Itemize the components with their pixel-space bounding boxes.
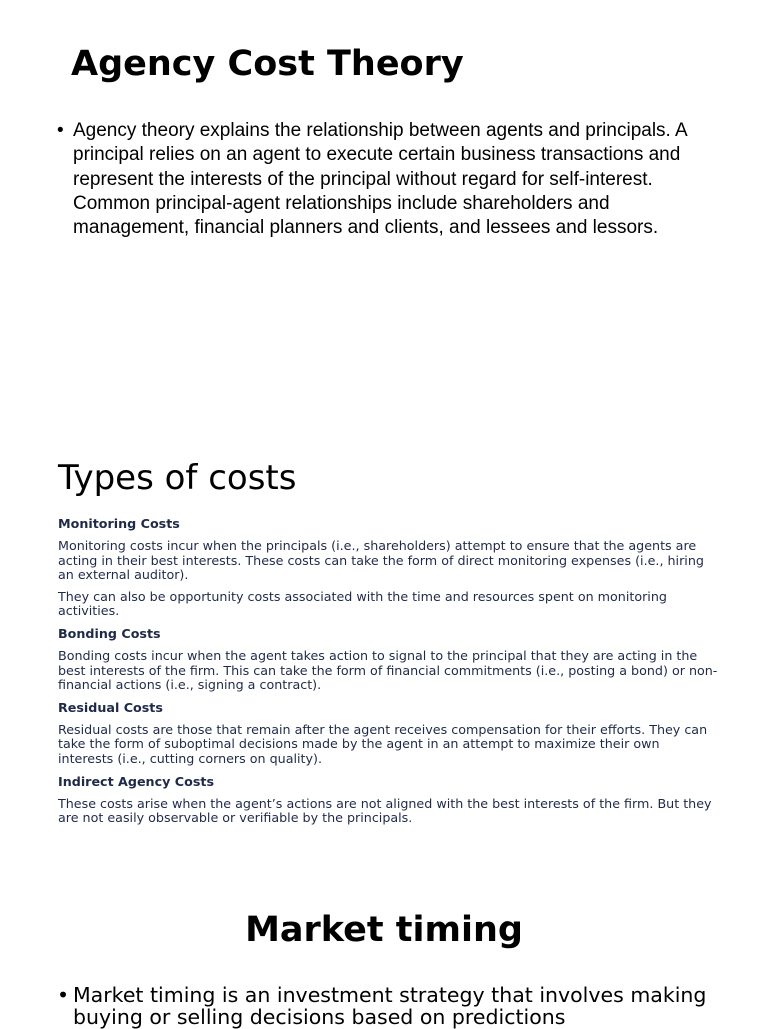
slide-title-types-of-costs: Types of costs	[58, 458, 297, 498]
slide-title-market-timing: Market timing	[245, 910, 523, 950]
bullet-text: Market timing is an investment strategy that involves making buying or selling decisions based on predictions	[73, 983, 707, 1029]
residual-costs-heading: Residual Costs	[58, 699, 163, 715]
bullet-icon: •	[57, 120, 64, 141]
bullet-text: Agency theory explains the relationship between agents and principals. A principal relies on an agent to execute certain business transactions and represent the interests of the principal without regard for self-interest. Common principal-agent relationships include shareholders and management, financial planners and clients, and lessees and lessors.	[73, 120, 687, 239]
slide-title-agency-cost-theory: Agency Cost Theory	[71, 44, 464, 84]
bullet-item-market-timing	[57, 984, 757, 1028]
cost-types-list	[58, 516, 718, 833]
monitoring-costs-paragraph: Monitoring costs incur when the principals (i.e., shareholders) attempt to ensure that the agents are acting in their best interests. These costs can take the form of direct monitoring expenses (i.e., hiring an external auditor).	[58, 538, 704, 583]
indirect-agency-costs-paragraph: These costs arise when the agent’s actions are not aligned with the best interests of the firm. But they are not easily observable or verifiable by the principals.	[58, 795, 712, 826]
indirect-agency-costs-heading: Indirect Agency Costs	[58, 773, 214, 789]
monitoring-costs-paragraph-2: They can also be opportunity costs associated with the time and resources spent on monitoring activities.	[58, 588, 667, 619]
bullet-item-agency-theory	[57, 119, 717, 240]
bonding-costs-paragraph: Bonding costs incur when the agent takes action to signal to the principal that they are acting in the best interests of the firm. This can take the form of financial commitments (i.e., posting a bond) or non-financial actions (i.e., signing a contract).	[58, 647, 718, 693]
monitoring-costs-heading: Monitoring Costs	[58, 516, 180, 531]
bullet-icon: •	[57, 983, 70, 1007]
residual-costs-paragraph: Residual costs are those that remain after the agent receives compensation for their efforts. They can take the form of suboptimal decisions made by the agent in an attempt to maximize their own interests (i.e., cutting corners on quality).	[58, 721, 708, 766]
bonding-costs-heading: Bonding Costs	[58, 625, 161, 641]
